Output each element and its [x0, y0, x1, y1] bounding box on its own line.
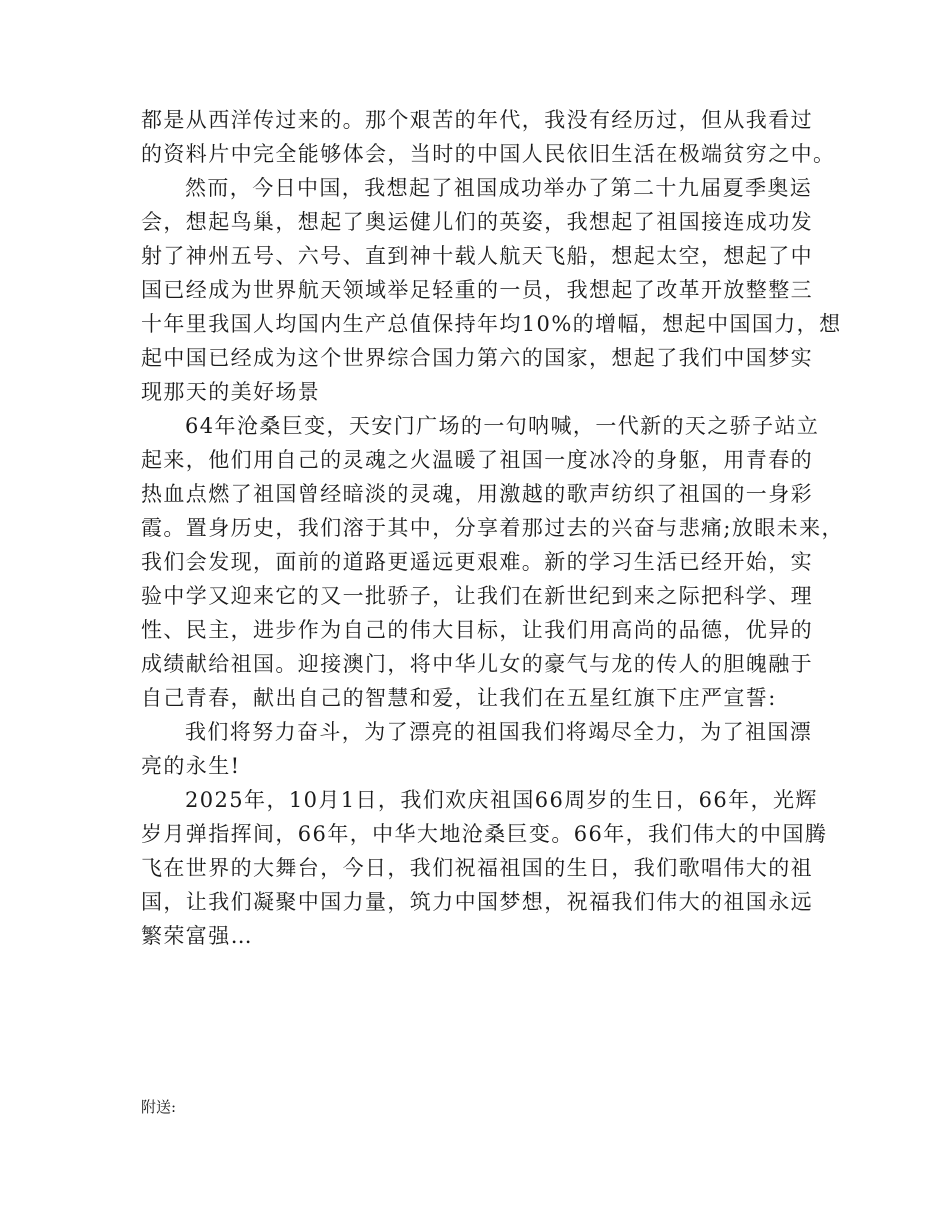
text-line: 飞在世界的大舞台，今日，我们祝福祖国的生日，我们歌唱伟大的祖: [141, 856, 813, 880]
body-text: [141, 103, 844, 953]
text-line: 十年里我国人均国内生产总值保持年均10%的增幅，想起中国国力，想: [141, 312, 842, 336]
text-line: 热血点燃了祖国曾经暗淡的灵魂，用激越的歌声纺织了祖国的一身彩: [141, 482, 813, 506]
text-line: 岁月弹指挥间，66年，中华大地沧桑巨变。66年，我们伟大的中国腾: [141, 822, 828, 846]
text-line: 我们会发现，面前的道路更遥远更艰难。新的学习生活已经开始，实: [141, 550, 813, 574]
text-line: 64年沧桑巨变，天安门广场的一句呐喊，一代新的天之骄子站立: [185, 414, 820, 438]
text-line: 的资料片中完全能够体会，当时的中国人民依旧生活在极端贫穷之中。: [141, 142, 836, 166]
text-line: 起中国已经成为这个世界综合国力第六的国家，想起了我们中国梦实: [141, 346, 813, 370]
footer-label: 附送:: [141, 1098, 177, 1116]
text-line: 繁荣富强…: [141, 924, 253, 948]
text-line: 国已经成为世界航天领域举足轻重的一员，我想起了改革开放整整三: [141, 278, 813, 302]
text-line: 都是从西洋传过来的。那个艰苦的年代，我没有经历过，但从我看过: [141, 108, 813, 132]
text-line: 性、民主，进步作为自己的伟大目标，让我们用高尚的品德，优异的: [141, 618, 813, 642]
text-line: 然而，今日中国，我想起了祖国成功举办了第二十九届夏季奥运: [185, 176, 813, 200]
text-line: 成绩献给祖国。迎接澳门，将中华儿女的豪气与龙的传人的胆魄融于: [141, 652, 813, 676]
text-line: 验中学又迎来它的又一批骄子，让我们在新世纪到来之际把科学、理: [141, 584, 813, 608]
text-line: 自己青春，献出自己的智慧和爱，让我们在五星红旗下庄严宣誓:: [141, 686, 777, 710]
text-line: 会，想起鸟巢，想起了奥运健儿们的英姿，我想起了祖国接连成功发: [141, 210, 813, 234]
text-line: 现那天的美好场景: [141, 380, 321, 404]
text-line: 霞。置身历史，我们溶于其中，分享着那过去的兴奋与悲痛;放眼未来，: [141, 516, 844, 540]
text-line: 我们将努力奋斗，为了漂亮的祖国我们将竭尽全力，为了祖国漂: [185, 720, 813, 744]
text-line: 亮的永生!: [141, 754, 241, 778]
text-line: 2025年，10月1日，我们欢庆祖国66周岁的生日，66年，光辉: [185, 788, 818, 812]
text-line: 射了神州五号、六号、直到神十载人航天飞船，想起太空，想起了中: [141, 244, 813, 268]
text-line: 国，让我们凝聚中国力量，筑力中国梦想，祝福我们伟大的祖国永远: [141, 890, 813, 914]
text-line: 起来，他们用自己的灵魂之火温暖了祖国一度冰冷的身躯，用青春的: [141, 448, 813, 472]
